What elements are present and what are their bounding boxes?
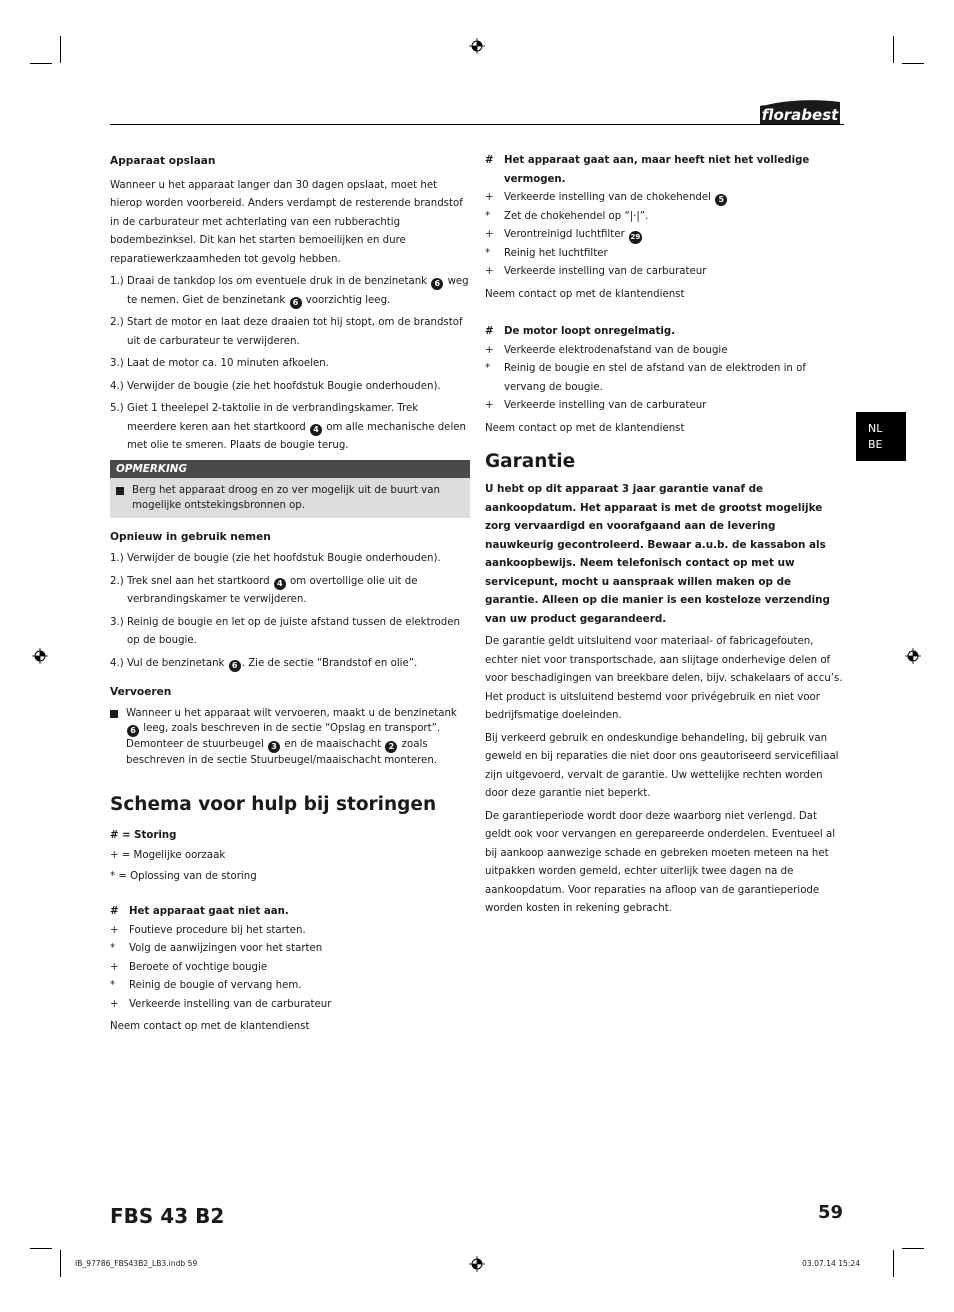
solution-row (110, 977, 470, 996)
step-number: 5.) (110, 403, 124, 414)
solution-row (485, 360, 845, 397)
warranty-paragraph: De garantie geldt uitsluitend voor materiaal- of fabricagefouten, echter niet voor transportschade, aan slijtage onderhevige delen of voor beschadigingen van breekbare delen, bijv. schakelaars of accu’s. Het product is uitsluitend bestemd voor privégebruik en niet voor bedrijfsmatige doeleinden. (485, 636, 843, 721)
transport-text: leeg, zoals beschreven in de sectie “Opslag en transport”. Demonteer de stuurbeugel (126, 723, 441, 750)
step-number: 3.) (110, 358, 124, 369)
row-symbol: + (485, 266, 494, 277)
transport-text: Wanneer u het apparaat wilt vervoeren, maakt u de benzinetank (126, 707, 457, 719)
cause-row (485, 397, 845, 416)
crop-mark (902, 63, 924, 64)
step-text: Vul de benzinetank (127, 657, 225, 669)
contact-note: Neem contact op met de klantendienst (485, 288, 685, 300)
solution-row (110, 940, 470, 959)
note-text: Berg het apparaat droog en zo ver mogelijk uit de buurt van mogelijke ontstekingsbronnen op. (132, 484, 440, 511)
left-column (110, 152, 470, 1037)
language-code: NL (868, 422, 883, 435)
row-text: Reinig het luchtfilter (504, 247, 608, 259)
crop-mark (60, 1250, 61, 1277)
part-number-badge: 5 (715, 194, 727, 206)
row-symbol: + (110, 924, 119, 936)
row-text: Reinig de bougie of vervang hem. (129, 980, 302, 991)
row-symbol: + (485, 344, 494, 356)
step-number: 3.) (110, 616, 124, 628)
store-intro: Wanneer u het apparaat langer dan 30 dagen opslaat, moet het hierop worden voorbereid. Anders verdampt de resterende brandstof in de carburateur met achterlating van een rubberachtig bodembezinksel. Dit kan het starten bemoeilijken en dure reparatiewerkzaamheden tot gevolg hebben. (110, 179, 463, 265)
store-step (110, 355, 470, 374)
cause-row (110, 922, 470, 941)
step-number: 4.) (110, 657, 124, 669)
row-text: Verkeerde instelling van de chokehendel (504, 192, 711, 203)
warranty-heading: Garantie (485, 451, 576, 472)
fault-title (110, 903, 470, 922)
step-text: Verwijder de bougie (zie het hoofdstuk Bougie onderhouden). (127, 380, 441, 392)
row-text: Beroete of vochtige bougie (129, 961, 268, 973)
fault-symbol: # (485, 155, 494, 166)
logo-text: florabest (761, 106, 839, 124)
section-heading-store: Apparaat opslaan (110, 155, 216, 167)
row-text: Verkeerde instelling van de carburateur (129, 998, 332, 1010)
warranty-bold-paragraph: U hebt op dit apparaat 3 jaar garantie vanaf de aankoopdatum. Het apparaat is met de grootst mogelijke zorg vervaardigd en voorafgaand aan de levering nauwkeurig gecontroleerd. Bewaar a.u.b. de kassabon als aankoopbewijs. Neem telefonisch contact op met uw servicepunt, mocht u aanspraak willen maken op de garantie. Alleen op die manier is een kosteloze verzending van uw product gegarandeerd. (485, 483, 830, 625)
step-text: om alle mechanische delen met olie te smeren. Plaats de bougie terug. (127, 421, 466, 451)
step-text: Trek snel aan het startkoord (127, 575, 270, 587)
language-tab (856, 412, 906, 461)
row-text: Verkeerde instelling van de carburateur (504, 400, 707, 411)
crop-mark (893, 1250, 894, 1277)
restart-step (110, 573, 470, 610)
step-number: 1.) (110, 276, 124, 287)
crop-mark (60, 36, 61, 63)
part-number-badge: 6 (290, 297, 302, 309)
crop-mark (902, 1248, 924, 1249)
step-text: weg te nemen. Giet de benzinetank (127, 276, 469, 306)
note-header: OPMERKING (110, 460, 470, 478)
restart-step (110, 550, 470, 569)
cause-row (485, 226, 845, 245)
part-number-badge: 3 (268, 741, 280, 753)
fault-symbol: # (485, 326, 494, 337)
step-number: 2.) (110, 317, 124, 328)
transport-item (110, 706, 470, 769)
fault-block (485, 152, 845, 304)
row-symbol: + (110, 998, 119, 1010)
step-number: 1.) (110, 553, 124, 564)
row-symbol: + (485, 192, 494, 203)
step-text: . Zie de sectie “Brandstof en olie”. (241, 657, 418, 669)
row-symbol: * (485, 210, 491, 222)
fault-title (485, 323, 845, 342)
solution-row (485, 245, 845, 264)
row-symbol: + (110, 961, 119, 973)
fault-text: De motor loopt onregelmatig. (504, 326, 676, 337)
step-text: Reinig de bougie en let op de juiste afstand tussen de elektroden op de bougie. (127, 616, 460, 646)
troubleshooting-heading: Schema voor hulp bij storingen (110, 793, 437, 815)
fault-text: Het apparaat gaat aan, maar heeft niet het volledige vermogen. (504, 155, 810, 185)
cause-row (110, 996, 470, 1015)
bullet-square-icon (116, 487, 124, 495)
row-text: Volg de aanwijzingen voor het starten (129, 943, 323, 954)
row-text: Foutieve procedure bij het starten. (129, 924, 306, 936)
file-info: IB_97786_FBS43B2_LB3.indb 59 (75, 1259, 198, 1268)
row-text: Verontreinigd luchtfilter (504, 229, 625, 240)
restart-step (110, 614, 470, 651)
part-number-badge: 6 (229, 660, 241, 672)
country-code: BE (868, 438, 883, 451)
cause-row (485, 263, 845, 282)
fault-text: Het apparaat gaat niet aan. (129, 906, 289, 917)
section-heading-restart: Opnieuw in gebruik nemen (110, 530, 271, 543)
row-text: Reinig de bougie en stel de afstand van de elektroden in of vervang de bougie. (504, 363, 806, 393)
part-number-badge: 6 (431, 278, 443, 290)
cause-row (485, 342, 845, 361)
fault-block (485, 323, 845, 438)
transport-text: en de maaischacht (284, 739, 382, 750)
step-text: Draai de tankdop los om eventuele druk in de benzinetank (127, 276, 428, 287)
section-heading-transport: Vervoeren (110, 686, 172, 698)
fault-symbol: # (110, 906, 119, 917)
transport-text: zoals beschreven in de sectie Stuurbeugel/maaischacht monteren. (126, 739, 438, 766)
part-number-badge: 29 (629, 231, 642, 244)
row-symbol: * (110, 943, 116, 954)
solution-row (485, 208, 845, 227)
row-text: Zet de chokehendel op “|·|”. (504, 210, 649, 222)
store-step (110, 400, 470, 456)
legend-solution: * = Oplossing van de storing (110, 870, 257, 882)
part-number-badge: 2 (385, 741, 397, 753)
bullet-square-icon (110, 710, 118, 718)
row-symbol: * (485, 247, 491, 259)
step-number: 4.) (110, 380, 124, 392)
cause-row (485, 189, 845, 208)
step-text: om overtollige olie uit de verbrandingskamer te verwijderen. (127, 575, 418, 605)
store-step (110, 314, 470, 351)
row-text: Verkeerde instelling van de carburateur (504, 266, 707, 277)
crop-mark (30, 63, 52, 64)
warranty-paragraph: De garantieperiode wordt door deze waarborg niet verlengd. Dat geldt ook voor vervangen en gerepareerde onderdelen. Eventueel al bij aankoop aanwezige schade en gebreken moeten meteen na het uitpakken worden gemeld, echter uiterlijk twee dagen na de aankoopdatum. Voor reparaties na afloop van de garantieperiode worden kosten in rekening gebracht. (485, 810, 836, 914)
crop-mark (893, 36, 894, 63)
part-number-badge: 6 (127, 725, 139, 737)
step-text: Start de motor en laat deze draaien tot hij stopt, om de brandstof uit de carburateur te verwijderen. (127, 317, 463, 347)
right-column (485, 152, 845, 923)
row-symbol: + (485, 229, 494, 240)
row-text: Verkeerde elektrodenafstand van de bougie (504, 344, 728, 356)
step-text: Verwijder de bougie (zie het hoofdstuk Bougie onderhouden). (127, 553, 441, 564)
restart-step (110, 655, 470, 674)
row-symbol: * (110, 980, 116, 991)
registration-mark-icon (32, 648, 48, 664)
store-step (110, 273, 470, 310)
note-body (110, 478, 470, 518)
step-number: 2.) (110, 575, 124, 587)
registration-mark-icon (905, 648, 921, 664)
row-symbol: * (485, 363, 491, 374)
contact-note: Neem contact op met de klantendienst (110, 1021, 310, 1032)
header-rule (110, 124, 844, 125)
step-text: Giet 1 theelepel 2-taktolie in de verbrandingskamer. Trek meerdere keren aan het startkoord (127, 403, 419, 433)
cause-row (110, 959, 470, 978)
page-number: 59 (818, 1202, 844, 1223)
crop-mark (30, 1248, 52, 1249)
registration-mark-icon (469, 1256, 485, 1272)
step-text: Laat de motor ca. 10 minuten afkoelen. (127, 358, 329, 369)
step-text: voorzichtig leeg. (305, 294, 391, 306)
store-step (110, 378, 470, 397)
contact-note: Neem contact op met de klantendienst (485, 422, 685, 434)
part-number-badge: 4 (274, 578, 286, 590)
legend-cause: + = Mogelijke oorzaak (110, 850, 226, 861)
fault-title (485, 152, 845, 189)
fault-block (110, 903, 470, 1037)
warranty-paragraph: Bij verkeerd gebruik en ondeskundige behandeling, bij gebruik van geweld en bij reparaties die niet door ons geautoriseerd servicefiliaal zijn uitgevoerd, vervalt de garantie. Uw wettelijke rechten worden door deze garantie niet beperkt. (485, 732, 839, 799)
model-name: FBS 43 B2 (110, 1204, 225, 1228)
registration-mark-icon (469, 38, 485, 54)
troubleshooting-legend (110, 827, 470, 887)
part-number-badge: 4 (310, 424, 322, 436)
print-date: 03.07.14 15:24 (802, 1259, 861, 1268)
legend-fault: # = Storing (110, 829, 177, 841)
row-symbol: + (485, 400, 494, 411)
